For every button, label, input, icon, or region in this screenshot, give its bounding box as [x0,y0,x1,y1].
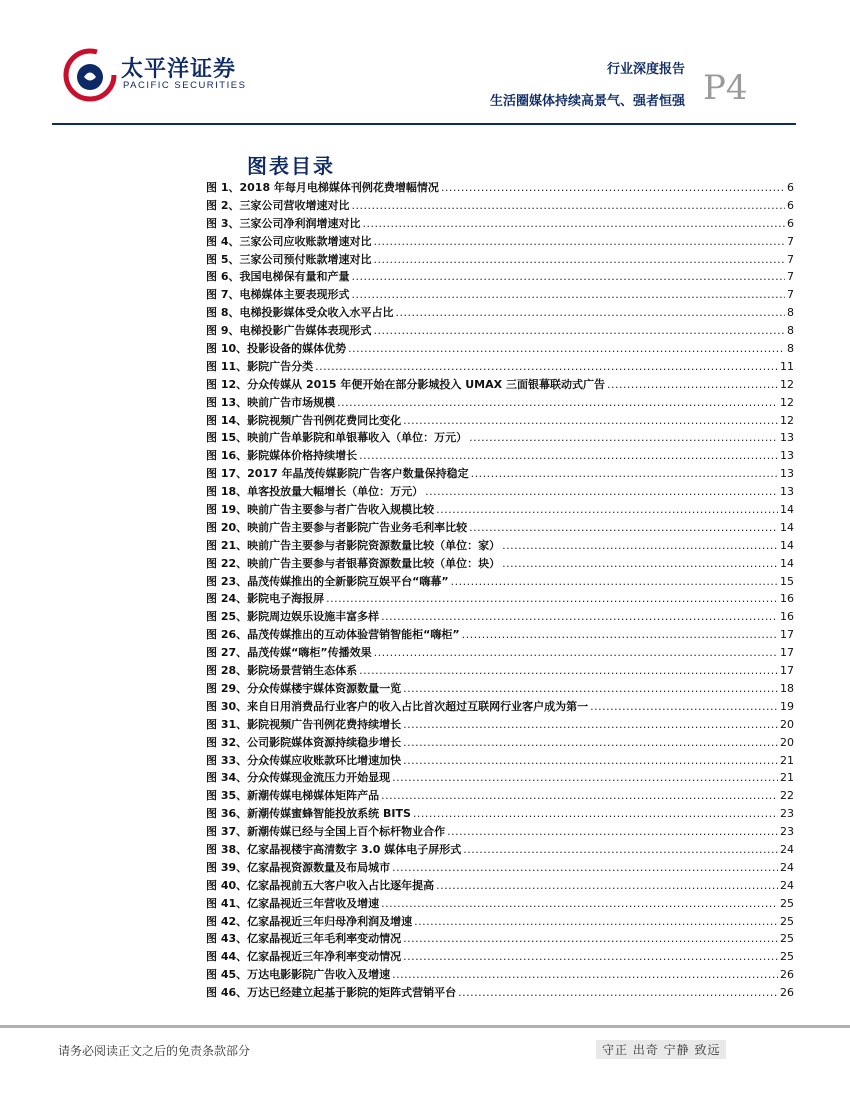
toc-leader-dots [348,342,785,355]
toc-entry-label: 图 24、影院电子海报屏 [206,592,325,606]
toc-leader-dots [607,378,778,391]
toc-entry[interactable] [206,251,794,269]
toc-entry-label: 图 1、2018 年每月电梯媒体刊例花费增幅情况 [206,181,439,194]
toc-entry[interactable] [206,483,794,501]
toc-entry[interactable] [206,752,794,770]
toc-entry-label: 图 10、投影设备的媒体优势 [206,342,347,356]
toc-leader-dots [462,628,778,641]
report-type: 行业深度报告 [606,62,685,77]
toc-entry[interactable] [206,930,794,948]
toc-entry-page: 20 [780,717,794,731]
toc-leader-dots [374,646,778,659]
toc-entry-label: 图 3、三家公司净利润增速对比 [206,216,361,230]
toc-entry[interactable] [206,734,794,752]
toc-entry-label: 图 8、电梯投影媒体受众收入水平占比 [206,306,394,320]
toc-entry-page: 24 [780,842,794,856]
toc-entry-page: 8 [787,342,794,356]
toc-entry-label: 图 44、亿家晶视近三年净利率变动情况 [206,950,402,964]
toc-entry-page: 12 [780,413,794,427]
toc-entry-page: 7 [787,270,794,284]
toc-entry[interactable] [206,823,794,841]
toc-leader-dots [351,199,785,212]
toc-entry[interactable] [206,573,794,591]
toc-entry-page: 24 [780,878,794,892]
toc-entry-label: 图 21、映前广告主要参与者影院资源数量比较（单位：家） [206,538,501,552]
toc-entry-page: 25 [780,914,794,928]
toc-leader-dots [447,825,778,838]
toc-entry-page: 14 [780,503,794,517]
toc-leader-dots [403,754,778,767]
toc-entry-page: 25 [780,950,794,964]
toc-entry-label: 图 27、晶茂传媒“嗨柜”传播效果 [206,646,372,660]
toc-entry-page: 23 [780,825,794,839]
toc-leader-dots [403,414,778,427]
toc-entry-page: 12 [780,377,794,391]
toc-entry-page: 7 [787,288,794,302]
toc-entry[interactable] [206,268,794,286]
toc-entry-page: 16 [780,592,794,606]
toc-entry-label: 图 42、亿家晶视近三年归母净利润及增速 [206,914,413,928]
toc-entry-label: 图 20、映前广告主要参与者影院广告业务毛利率比较 [206,520,468,534]
toc-leader-dots [381,789,778,802]
toc-entry[interactable] [206,662,794,680]
toc-entry[interactable] [206,376,794,394]
toc-leader-dots [359,449,778,462]
toc-entry-page: 22 [780,789,794,803]
toc-leader-dots [373,324,785,337]
toc-entry-label: 图 9、电梯投影广告媒体表现形式 [206,324,372,338]
toc-entry-page: 18 [780,681,794,695]
toc-entry-label: 图 32、公司影院媒体资源持续稳步增长 [206,735,402,749]
toc-leader-dots [381,610,778,623]
toc-leader-dots [413,807,778,820]
toc-entry[interactable] [206,895,794,913]
toc-entry[interactable] [206,555,794,573]
toc-entry-page: 15 [780,574,794,588]
toc-entry-label: 图 19、映前广告主要参与者广告收入规模比较 [206,503,435,517]
toc-leader-dots [392,861,778,874]
toc-leader-dots [463,843,778,856]
toc-entry-label: 图 39、亿家晶视资源数量及布局城市 [206,860,391,874]
toc-entry-label: 图 43、亿家晶视近三年毛利率变动情况 [206,932,402,946]
toc-entry-label: 图 38、亿家晶视楼宇高清数字 3.0 媒体电子屏形式 [206,842,462,856]
toc-leader-dots [373,235,785,248]
toc-entry-page: 14 [780,520,794,534]
toc-entry-page: 26 [780,968,794,982]
toc-leader-dots [469,521,778,534]
toc-entry-page: 14 [780,556,794,570]
toc-entry[interactable] [206,984,794,1002]
toc-leader-dots [403,932,778,945]
toc-entry[interactable] [206,537,794,555]
toc-entry[interactable] [206,447,794,465]
toc-leader-dots [403,950,778,963]
report-title: 生活圈媒体持续高景气、强者恒强 [489,94,685,109]
toc-entry-label: 图 23、晶茂传媒推出的全新影院互娱平台“嗨幕” [206,574,449,588]
toc-entry[interactable] [206,465,794,483]
toc-entry[interactable] [206,394,794,412]
toc-leader-dots [381,897,778,910]
toc-title: 图表目录 [247,154,335,178]
toc-leader-dots [458,986,778,999]
toc-entry[interactable] [206,412,794,430]
toc-entry[interactable] [206,716,794,734]
toc-entry-label: 图 40、亿家晶视前五大客户收入占比逐年提高 [206,878,435,892]
toc-entry[interactable] [206,966,794,984]
toc-entry[interactable] [206,519,794,537]
toc-entry-page: 24 [780,860,794,874]
toc-entry-label: 图 30、来自日用消费品行业客户的收入占比首次超过互联网行业客户成为第一 [206,699,589,713]
toc-entry-label: 图 22、映前广告主要参与者银幕资源数量比较（单位：块） [206,556,501,570]
toc-entry[interactable] [206,644,794,662]
toc-leader-dots [392,968,778,981]
toc-entry-page: 19 [780,699,794,713]
toc-leader-dots [502,539,778,552]
toc-leader-dots [414,915,778,928]
toc-entry-label: 图 11、影院广告分类 [206,359,314,373]
toc-entry-page: 13 [780,467,794,481]
toc-entry-label: 图 12、分众传媒从 2015 年便开始在部分影城投入 UMAX 三面银幕联动式广告 [206,377,605,391]
toc-entry-label: 图 31、影院视频广告刊例花费持续增长 [206,717,402,731]
toc-entry-page: 6 [787,181,794,194]
toc-leader-dots [351,288,785,301]
toc-leader-dots [451,575,778,588]
toc-entry[interactable] [206,358,794,376]
toc-leader-dots [469,431,778,444]
toc-leader-dots [590,700,778,713]
toc-entry[interactable] [206,787,794,805]
toc-entry[interactable] [206,680,794,698]
toc-leader-dots [425,485,778,498]
toc-entry-page: 14 [780,538,794,552]
toc-entry-page: 25 [780,932,794,946]
toc-entry[interactable] [206,215,794,233]
company-logo-icon [63,48,117,102]
toc-entry[interactable] [206,197,794,215]
toc-leader-dots [395,306,785,319]
footer-disclaimer: 请务必阅读正文之后的免责条款部分 [58,1044,251,1058]
toc-entry[interactable] [206,501,794,519]
toc-leader-dots [337,396,778,409]
toc-leader-dots [315,360,778,373]
toc-leader-dots [441,181,785,194]
toc-leader-dots [403,682,778,695]
toc-entry-label: 图 34、分众传媒现金流压力开始显现 [206,771,391,785]
toc-entry-label: 图 5、三家公司预付账款增速对比 [206,252,372,266]
toc-entry-label: 图 13、映前广告市场规模 [206,395,336,409]
toc-entry[interactable] [206,322,794,340]
toc-entry-label: 图 25、影院周边娱乐设施丰富多样 [206,610,380,624]
toc-entry[interactable] [206,948,794,966]
page-number: P4 [703,68,748,108]
toc-entry-page: 20 [780,735,794,749]
toc-entry[interactable] [206,805,794,823]
toc-leader-dots [362,217,785,230]
toc-entry[interactable] [206,769,794,787]
toc-entry-page: 17 [780,628,794,642]
toc-entry-label: 图 7、电梯媒体主要表现形式 [206,288,350,302]
toc-entry-label: 图 37、新潮传媒已经与全国上百个标杆物业合作 [206,825,446,839]
toc-leader-dots [436,879,778,892]
toc-entry-label: 图 17、2017 年晶茂传媒影院广告客户数量保持稳定 [206,467,469,481]
toc-leader-dots [351,270,785,283]
toc-entry-page: 12 [780,395,794,409]
toc-entry[interactable] [206,913,794,931]
footer-divider [0,1025,850,1028]
toc-leader-dots [502,557,778,570]
toc-leader-dots [392,771,778,784]
page-header [0,0,850,130]
toc-entry[interactable] [206,304,794,322]
toc-entry-page: 26 [780,986,794,1000]
toc-entry-page: 7 [787,252,794,266]
toc-entry-label: 图 28、影院场景营销生态体系 [206,664,358,678]
toc-entry[interactable] [206,233,794,251]
toc-entry-page: 21 [780,771,794,785]
header-divider [52,123,796,125]
toc-entry-label: 图 36、新潮传媒蜜蜂智能投放系统 BITS [206,807,411,821]
toc-leader-dots [403,736,778,749]
logo-text-en: PACIFIC SECURITIES [123,80,247,91]
toc-entry-label: 图 4、三家公司应收账款增速对比 [206,234,372,248]
toc-entry[interactable] [206,286,794,304]
toc-entry-page: 21 [780,753,794,767]
toc-leader-dots [471,467,778,480]
toc-entry-page: 11 [780,359,794,373]
toc-entry[interactable] [206,590,794,608]
toc-entry-page: 13 [780,485,794,499]
toc-entry-label: 图 33、分众传媒应收账款环比增速加快 [206,753,402,767]
toc-entry[interactable] [206,429,794,447]
toc-leader-dots [403,718,778,731]
toc-entry[interactable] [206,626,794,644]
toc-entry-page: 16 [780,610,794,624]
toc-entry-label: 图 45、万达电影影院广告收入及增速 [206,968,391,982]
toc-entry-page: 17 [780,646,794,660]
toc-entry-label: 图 35、新潮传媒电梯媒体矩阵产品 [206,789,380,803]
toc-entry[interactable] [206,179,794,197]
toc-entry-label: 图 16、影院媒体价格持续增长 [206,449,358,463]
toc-entry-page: 6 [787,216,794,230]
toc-entry-page: 6 [787,198,794,212]
footer-motto: 守正 出奇 宁静 致远 [596,1040,726,1059]
logo-text-cn: 太平洋证券 [121,57,237,82]
toc-entry-label: 图 14、影院视频广告刊例花费同比变化 [206,413,402,427]
toc-leader-dots [326,592,778,605]
toc-entry-label: 图 18、单客投放量大幅增长（单位：万元） [206,485,424,499]
toc-leader-dots [373,253,785,266]
company-logo [63,48,253,104]
toc-entry[interactable] [206,698,794,716]
toc-entry-page: 17 [780,664,794,678]
toc-entry-label: 图 26、晶茂传媒推出的互动体验营销智能柜“嗨柜” [206,628,460,642]
toc-entry-label: 图 6、我国电梯保有量和产量 [206,270,350,284]
toc-entry-page: 25 [780,896,794,910]
toc-entry-label: 图 2、三家公司营收增速对比 [206,198,350,212]
toc-entry-page: 13 [780,449,794,463]
toc-entry-label: 图 29、分众传媒楼宇媒体资源数量一览 [206,681,402,695]
toc-entry-page: 8 [787,324,794,338]
toc-entry-page: 8 [787,306,794,320]
toc-entry[interactable] [206,877,794,895]
toc-entry[interactable] [206,841,794,859]
toc-entry[interactable] [206,340,794,358]
toc-leader-dots [359,664,778,677]
toc-entry-label: 图 41、亿家晶视近三年营收及增速 [206,896,380,910]
toc-entry-page: 7 [787,234,794,248]
toc-entry-page: 13 [780,431,794,445]
figure-index [206,179,794,1002]
toc-entry-page: 23 [780,807,794,821]
toc-entry-label: 图 46、万达已经建立起基于影院的矩阵式营销平台 [206,986,457,1000]
toc-entry[interactable] [206,608,794,626]
toc-leader-dots [436,503,778,516]
toc-entry-label: 图 15、映前广告单影院和单银幕收入（单位：万元） [206,431,468,445]
toc-entry[interactable] [206,859,794,877]
